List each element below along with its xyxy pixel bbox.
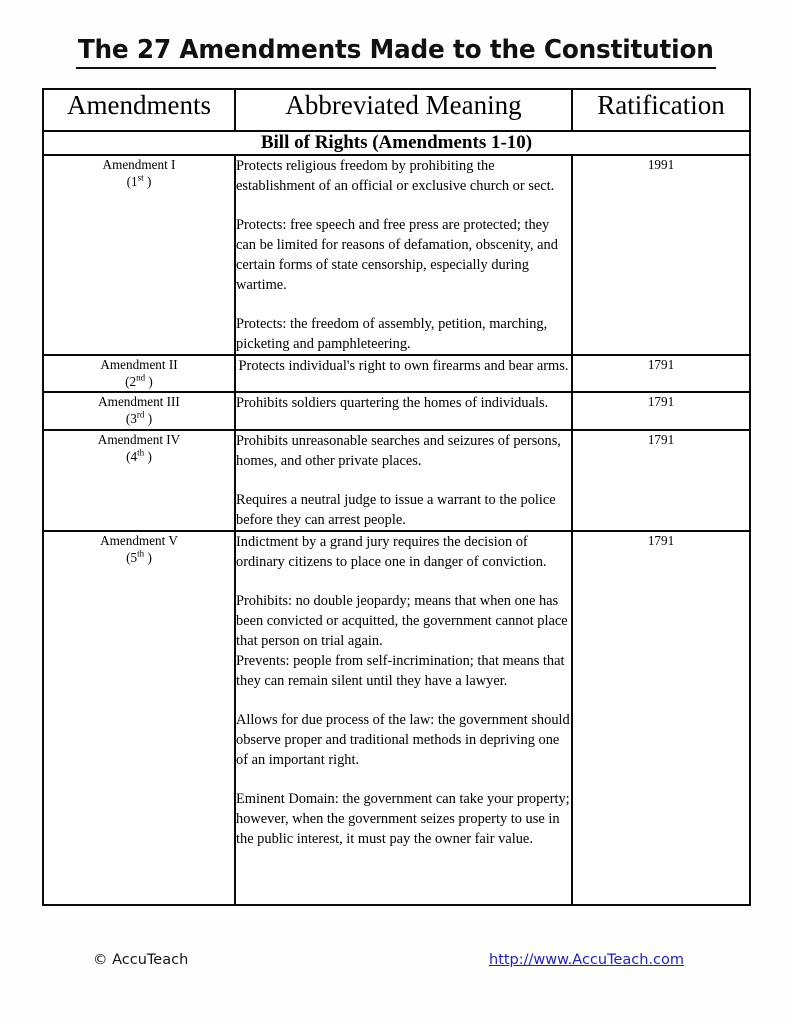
paragraph-spacer	[236, 471, 571, 490]
amendment-ordinal: (1st )	[126, 172, 152, 190]
table-row	[43, 430, 750, 531]
amendment-label-cell	[43, 355, 235, 392]
table-row	[43, 392, 750, 430]
meaning-paragraph: Prohibits unreasonable searches and seizures of persons, homes, and other private places.	[236, 432, 561, 469]
meaning-paragraph: Protects individual's right to own firearms and bear arms.	[238, 357, 569, 374]
amendments-table-container	[42, 88, 749, 906]
paragraph-spacer	[236, 196, 571, 215]
amendment-name: Amendment II	[100, 356, 178, 372]
table-row	[43, 355, 750, 392]
amendment-ordinal: (3rd )	[125, 409, 153, 427]
amendment-name: Amendment III	[98, 393, 180, 409]
meaning-paragraph: Indictment by a grand jury requires the decision of ordinary citizens to place one in danger of conviction.	[236, 533, 547, 570]
ratification-year-cell: 1991	[572, 155, 750, 355]
meaning-paragraph: Eminent Domain: the government can take your property; however, when the government seizes property to use in the public interest, it must pay the owner fair value.	[236, 791, 570, 848]
amendment-name: Amendment I	[102, 156, 176, 172]
amendment-name: Amendment IV	[97, 431, 181, 447]
amendment-name: Amendment V	[100, 532, 178, 548]
meaning-paragraph: Prohibits soldiers quartering the homes of individuals.	[236, 394, 549, 411]
paragraph-spacer	[236, 691, 571, 710]
abbreviated-meaning-cell	[235, 155, 572, 355]
meaning-paragraph: Prohibits: no double jeopardy; means that when one has been convicted or acquitted, the government cannot place that person on trial again. Prevents: people from self-incrimination; that means that they can remain silent until they have a lawyer.	[236, 592, 568, 689]
column-header-abbreviated-meaning: Abbreviated Meaning	[235, 89, 572, 131]
table-header-row	[43, 89, 750, 131]
abbreviated-meaning-cell	[235, 355, 572, 392]
copyright-notice: © AccuTeach	[93, 952, 189, 968]
section-banner-row	[43, 131, 750, 155]
table-row	[43, 531, 750, 905]
meaning-paragraph: Requires a neutral judge to issue a warrant to the police before they can arrest people.	[236, 491, 556, 528]
meaning-paragraph: Protects religious freedom by prohibiting the establishment of an official or exclusive church or sect.	[236, 157, 555, 194]
ratification-year-cell: 1791	[572, 531, 750, 905]
amendment-ordinal: (2nd )	[125, 373, 153, 390]
page-title-container	[0, 20, 791, 86]
amendment-label-cell	[43, 531, 235, 905]
ratification-year-cell: 1791	[572, 430, 750, 531]
table-row	[43, 155, 750, 355]
abbreviated-meaning-cell	[235, 392, 572, 430]
column-header-amendments: Amendments	[43, 89, 235, 131]
page-footer	[0, 952, 791, 984]
abbreviated-meaning-cell	[235, 531, 572, 905]
paragraph-spacer	[236, 770, 571, 789]
amendment-ordinal: (4th )	[126, 447, 152, 465]
abbreviated-meaning-cell	[235, 430, 572, 531]
amendment-label-cell	[43, 392, 235, 430]
paragraph-spacer	[236, 295, 571, 314]
ratification-year-cell: 1791	[572, 392, 750, 430]
meaning-paragraph: Allows for due process of the law: the government should observe proper and traditional methods in depriving one of an important right.	[236, 711, 570, 769]
amendment-label-cell	[43, 155, 235, 355]
page-title: The 27 Amendments Made to the Constitution	[76, 37, 716, 69]
section-banner-bill-of-rights: Bill of Rights (Amendments 1-10)	[43, 131, 750, 155]
paragraph-spacer	[236, 572, 571, 591]
ratification-year-cell: 1791	[572, 355, 750, 392]
column-header-ratification: Ratification	[572, 89, 750, 131]
amendment-ordinal: (5th )	[126, 548, 152, 566]
meaning-paragraph: Protects: free speech and free press are protected; they can be limited for reasons of defamation, obscenity, and certain forms of state censorship, especially during wartime.	[236, 216, 558, 293]
amendments-table	[42, 88, 751, 906]
amendment-label-cell	[43, 430, 235, 531]
accuteach-website-link[interactable]: http://www.AccuTeach.com	[489, 952, 685, 968]
meaning-paragraph: Protects: the freedom of assembly, petition, marching, picketing and pamphleteering.	[236, 315, 548, 352]
